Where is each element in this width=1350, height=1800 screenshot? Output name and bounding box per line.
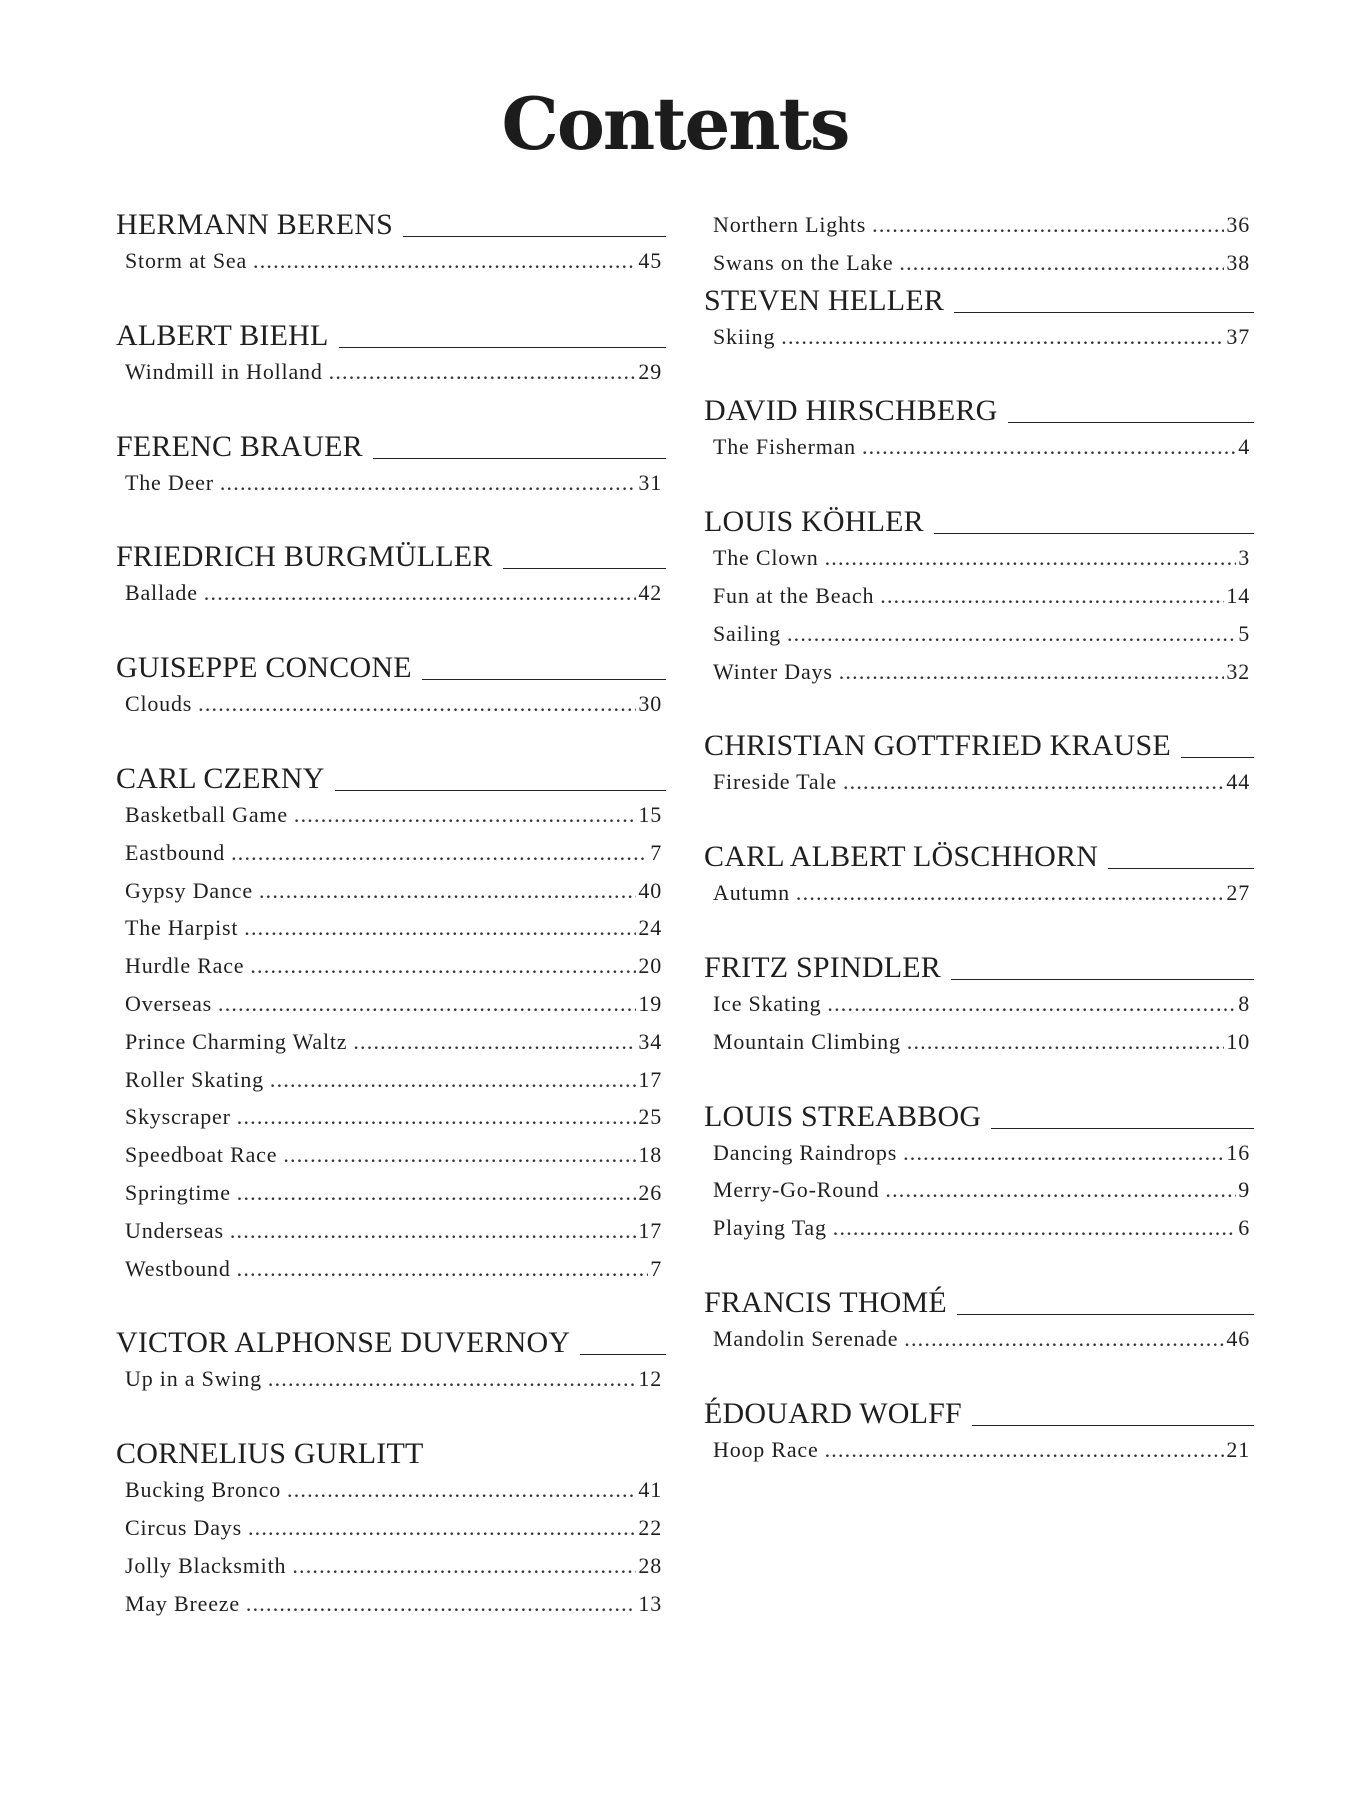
composer-section-continued [704,206,1254,282]
heading-rule [1108,868,1254,869]
page-number: 42 [638,580,662,606]
contents-entry [704,318,1254,356]
page-number: 20 [638,953,662,979]
contents-entry [704,244,1254,282]
dot-leader [839,653,1225,691]
heading-rule [503,568,666,569]
page-number: 37 [1226,323,1250,349]
page-number: 45 [638,248,662,273]
piece-title: Ballade [125,580,198,606]
piece-title: Prince Charming Waltz [125,1028,348,1054]
contents-entry [116,834,666,872]
composer-section-louis-streabbog [704,1098,1254,1247]
composer-name: CARL ALBERT LÖSCHHORN [704,840,1099,874]
dot-leader [231,834,648,872]
page-number: 40 [638,877,662,903]
composer-heading [704,1284,1254,1320]
contents-entry [116,796,666,834]
contents-entry [116,872,666,910]
piece-title: Speedboat Race [125,1142,278,1168]
page-number: 9 [1238,1177,1250,1203]
composer-section-edouard-wolff [704,1395,1254,1469]
composer-section-steven-heller [704,282,1254,356]
page-number: 17 [638,1066,662,1092]
contents-entry [116,242,666,280]
dot-leader [843,763,1224,801]
contents-entry [704,1134,1254,1172]
composer-heading [704,1098,1254,1134]
page-number: 19 [638,990,662,1016]
page-number: 10 [1226,1028,1250,1054]
dot-leader [237,1098,637,1136]
dot-leader [287,1471,636,1509]
composer-section-friedrich-burgmuller [116,538,666,612]
heading-rule [335,790,666,791]
piece-title: Dancing Raindrops [713,1139,898,1165]
dot-leader [353,1023,636,1061]
page-number: 32 [1226,658,1250,684]
composer-name: ÉDOUARD WOLFF [704,1396,962,1430]
heading-rule [422,679,666,680]
piece-title: Hurdle Race [125,953,245,979]
dot-leader [292,1547,636,1585]
composer-heading [116,1324,666,1360]
dot-leader [253,242,636,280]
composer-name: LOUIS STREABBOG [704,1099,982,1133]
composer-heading [116,317,666,353]
page-number: 28 [638,1552,662,1578]
piece-title: Northern Lights [713,212,867,237]
dot-leader [880,577,1224,615]
piece-title: Autumn [713,880,790,906]
dot-leader [907,1023,1225,1061]
contents-entry [704,1171,1254,1209]
dot-leader [244,909,636,947]
dot-leader [904,1320,1224,1358]
composer-heading [116,1435,666,1471]
page-number: 7 [650,839,662,865]
composer-heading [704,503,1254,539]
dot-leader [903,1134,1224,1172]
dot-leader [220,464,637,502]
page-number: 29 [638,358,662,384]
page-number: 18 [638,1142,662,1168]
dot-leader [787,615,1236,653]
dot-leader [825,1431,1225,1469]
dot-leader [204,574,637,612]
composer-name: CORNELIUS GURLITT [116,1437,424,1471]
composer-section-victor-alphonse-duvernoy [116,1324,666,1398]
dot-leader [872,206,1224,244]
dot-leader [270,1061,636,1099]
dot-leader [796,874,1224,912]
dot-leader [230,1212,637,1250]
composer-heading [116,760,666,796]
contents-entry [704,206,1254,244]
piece-title: Mandolin Serenade [713,1325,899,1351]
contents-entry [116,1509,666,1547]
page-number: 6 [1238,1215,1250,1241]
piece-title: The Harpist [125,915,239,941]
piece-title: Merry-Go-Round [713,1177,880,1203]
composer-name: FRIEDRICH BURGMÜLLER [116,540,493,574]
page-number: 27 [1226,880,1250,906]
heading-rule [1181,757,1254,758]
dot-leader [198,685,636,723]
contents-column-left [116,206,666,1659]
contents-entry [116,1174,666,1212]
composer-section-ferenc-brauer [116,428,666,502]
dot-leader [833,1209,1236,1247]
piece-title: The Clown [713,545,819,571]
piece-title: Overseas [125,990,213,1016]
piece-title: Eastbound [125,839,226,865]
page-number: 41 [638,1477,662,1503]
composer-section-francis-thome [704,1284,1254,1358]
contents-entry [704,985,1254,1023]
composer-name: FERENC BRAUER [116,429,363,463]
composer-name: LOUIS KÖHLER [704,505,924,539]
contents-entry [116,1471,666,1509]
contents-entry [116,909,666,947]
composer-section-cornelius-gurlitt [116,1435,666,1622]
piece-title: Basketball Game [125,801,288,827]
contents-entry [704,1209,1254,1247]
piece-title: Springtime [125,1179,231,1205]
heading-rule [991,1128,1254,1129]
contents-entry [704,577,1254,615]
composer-name: CARL CZERNY [116,761,325,795]
contents-entry [116,574,666,612]
piece-title: Clouds [125,691,193,717]
composer-section-christian-gottfried-krause [704,727,1254,801]
dot-leader [268,1360,636,1398]
page-number: 15 [638,801,662,827]
dot-leader [237,1174,637,1212]
composer-heading [704,1395,1254,1431]
composer-heading [704,392,1254,428]
heading-rule [580,1354,666,1355]
dot-leader [827,985,1236,1023]
page-number: 44 [1226,769,1250,795]
contents-entry [116,985,666,1023]
dot-leader [885,1171,1236,1209]
piece-title: Fun at the Beach [713,582,875,608]
contents-entry [704,428,1254,466]
heading-rule [373,458,666,459]
page-number: 31 [638,469,662,495]
piece-title: Sailing [713,620,781,646]
composer-section-guiseppe-concone [116,649,666,723]
contents-entry [704,763,1254,801]
heading-rule [951,979,1254,980]
piece-title: Ice Skating [713,990,822,1016]
page-number: 25 [638,1104,662,1130]
piece-title: Swans on the Lake [713,249,894,275]
composer-name: STEVEN HELLER [704,283,945,317]
composer-section-hermann-berens [116,206,666,280]
heading-rule [957,1314,1254,1315]
page-number: 21 [1226,1436,1250,1462]
composer-heading [704,282,1254,318]
piece-title: Skiing [713,323,776,349]
contents-entry [116,1061,666,1099]
contents-entry [116,1250,666,1288]
dot-leader [250,947,636,985]
page-number: 3 [1238,545,1250,571]
page-number: 30 [638,691,662,717]
heading-rule [934,533,1254,534]
composer-heading [116,428,666,464]
page-number: 46 [1226,1325,1250,1351]
dot-leader [246,1585,637,1623]
page-number: 8 [1238,990,1250,1016]
contents-entry [704,539,1254,577]
composer-name: DAVID HIRSCHBERG [704,394,998,428]
heading-rule [403,236,666,237]
page-number: 38 [1226,249,1250,275]
contents-entry [116,1023,666,1061]
composer-section-carl-albert-loschhorn [704,838,1254,912]
piece-title: Up in a Swing [125,1366,262,1392]
composer-heading [704,949,1254,985]
piece-title: Roller Skating [125,1066,264,1092]
dot-leader [862,428,1236,466]
contents-entry [116,353,666,391]
page-number: 7 [650,1255,662,1281]
dot-leader [259,872,636,910]
composer-name: CHRISTIAN GOTTFRIED KRAUSE [704,729,1171,763]
dot-leader [781,318,1224,356]
composer-heading [704,838,1254,874]
page-number: 26 [638,1179,662,1205]
piece-title: The Deer [125,469,214,495]
page-number: 13 [638,1590,662,1616]
piece-title: The Fisherman [713,434,856,460]
contents-entry [116,1212,666,1250]
piece-title: Jolly Blacksmith [125,1552,287,1578]
page-number: 4 [1238,434,1250,460]
composer-section-albert-biehl [116,317,666,391]
contents-entry [704,615,1254,653]
dot-leader [825,539,1237,577]
contents-entry [704,1023,1254,1061]
dot-leader [218,985,636,1023]
composer-section-carl-czerny [116,760,666,1287]
contents-entry [704,874,1254,912]
piece-title: Skyscraper [125,1104,231,1130]
composer-name: VICTOR ALPHONSE DUVERNOY [116,1326,571,1360]
composer-name: FRANCIS THOMÉ [704,1285,947,1319]
page-number: 5 [1238,620,1250,646]
contents-entry [116,947,666,985]
piece-title: Bucking Bronco [125,1477,282,1503]
contents-entry [704,653,1254,691]
dot-leader [283,1136,636,1174]
heading-rule [954,312,1254,313]
contents-entry [116,1360,666,1398]
page-title: Contents [501,81,849,166]
dot-leader [329,353,637,391]
page-number: 24 [638,915,662,941]
heading-rule [1008,422,1254,423]
composer-section-louis-kohler [704,503,1254,690]
page-number: 17 [638,1217,662,1243]
contents-entry [116,464,666,502]
piece-title: Playing Tag [713,1215,827,1241]
piece-title: Hoop Race [713,1436,819,1462]
heading-rule [339,347,666,348]
page-number: 14 [1226,582,1250,608]
dot-leader [294,796,636,834]
contents-entry [116,685,666,723]
contents-entry [116,1098,666,1136]
dot-leader [248,1509,636,1547]
composer-heading [116,206,666,242]
piece-title: Fireside Tale [713,769,837,795]
contents-entry [116,1585,666,1623]
contents-entry [116,1136,666,1174]
piece-title: Winter Days [713,658,833,684]
composer-name: HERMANN BERENS [116,208,393,241]
piece-title: Storm at Sea [125,248,248,273]
page-number: 12 [638,1366,662,1392]
heading-rule [972,1425,1254,1426]
dot-leader [237,1250,649,1288]
composer-name: ALBERT BIEHL [116,318,329,352]
piece-title: Westbound [125,1255,231,1281]
page-number: 36 [1226,212,1250,237]
composer-name: FRITZ SPINDLER [704,950,941,984]
composer-name: GUISEPPE CONCONE [116,651,412,685]
dot-leader [899,244,1224,282]
page-number: 16 [1226,1139,1250,1165]
piece-title: Gypsy Dance [125,877,253,903]
page-number: 34 [638,1028,662,1054]
composer-section-david-hirschberg [704,392,1254,466]
piece-title: Underseas [125,1217,224,1243]
composer-heading [116,649,666,685]
piece-title: Mountain Climbing [713,1028,901,1054]
composer-heading [704,727,1254,763]
contents-column-right [704,206,1254,1506]
piece-title: Circus Days [125,1514,242,1540]
piece-title: May Breeze [125,1590,240,1616]
composer-section-fritz-spindler [704,949,1254,1061]
page-number: 22 [638,1514,662,1540]
contents-entry [704,1431,1254,1469]
composer-heading [116,538,666,574]
contents-entry [704,1320,1254,1358]
piece-title: Windmill in Holland [125,358,323,384]
contents-entry [116,1547,666,1585]
